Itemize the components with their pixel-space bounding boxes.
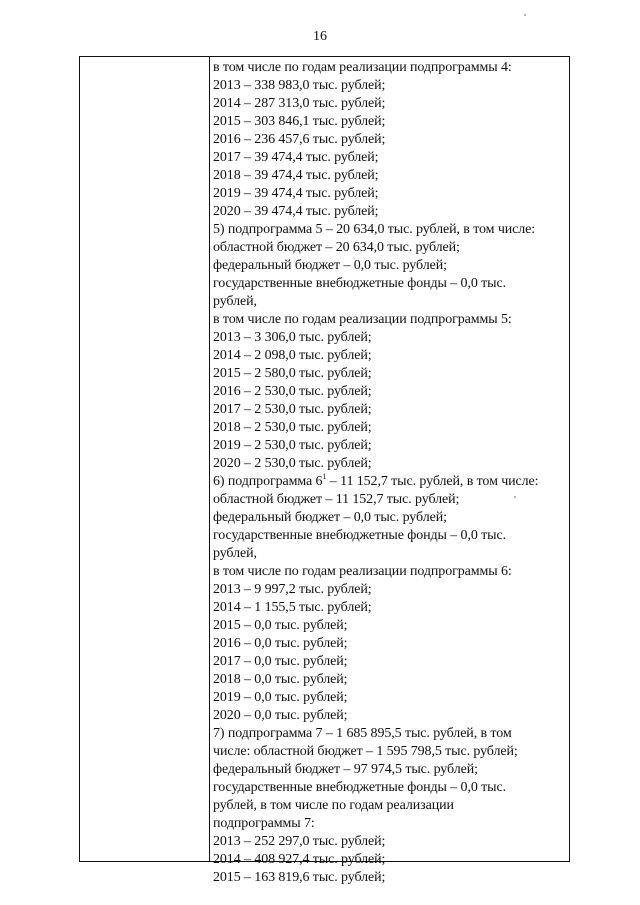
text-line: 2018 – 0,0 тыс. рублей; [213, 672, 348, 687]
text-line: федеральный бюджет – 0,0 тыс. рублей; [213, 258, 447, 273]
text-line: 2013 – 338 983,0 тыс. рублей; [213, 78, 386, 93]
text-line: 2013 – 9 997,2 тыс. рублей; [213, 582, 372, 597]
text-line: 2013 – 3 306,0 тыс. рублей; [213, 330, 372, 345]
text-line: 2016 – 0,0 тыс. рублей; [213, 636, 348, 651]
text-line: 2019 – 39 474,4 тыс. рублей; [213, 186, 379, 201]
text-line: 5) подпрограмма 5 – 20 634,0 тыс. рублей, в том числе: [213, 222, 536, 237]
text-line: 2019 – 0,0 тыс. рублей; [213, 690, 348, 705]
table-right-column [210, 57, 569, 885]
text-line: рублей, в том числе по годам реализации [213, 798, 454, 813]
text-line: 2020 – 2 530,0 тыс. рублей; [213, 456, 372, 471]
text-line: 2015 – 0,0 тыс. рублей; [213, 618, 348, 633]
text-line: областной бюджет – 11 152,7 тыс. рублей; [213, 492, 460, 507]
text-line: 2017 – 39 474,4 тыс. рублей; [213, 150, 379, 165]
text-line: федеральный бюджет – 0,0 тыс. рублей; [213, 510, 447, 525]
text-line: государственные внебюджетные фонды – 0,0 тыс. [213, 276, 506, 291]
scan-speck [524, 14, 526, 16]
text-line: 2016 – 2 530,0 тыс. рублей; [213, 384, 372, 399]
text-line: 2013 – 252 297,0 тыс. рублей; [213, 834, 386, 849]
scan-speck [514, 496, 516, 498]
text-line: областной бюджет – 20 634,0 тыс. рублей; [213, 240, 460, 255]
text-line: в том числе по годам реализации подпрограммы 4: [213, 60, 512, 75]
text-line: 2014 – 287 313,0 тыс. рублей; [213, 96, 386, 111]
text-line: 2014 – 408 927,4 тыс. рублей; [213, 852, 386, 867]
text-line: в том числе по годам реализации подпрограммы 5: [213, 312, 512, 327]
text-line: 2015 – 2 580,0 тыс. рублей; [213, 366, 372, 381]
table-left-column [80, 57, 210, 861]
text-line-subprogram-6 [213, 473, 565, 491]
text-line: федеральный бюджет – 97 974,5 тыс. рублей; [213, 762, 478, 777]
text-line: 2018 – 39 474,4 тыс. рублей; [213, 168, 379, 183]
subprogram-6-suffix: – 11 152,7 тыс. рублей, в том числе: [326, 474, 539, 489]
text-line: рублей, [213, 294, 257, 309]
text-line: рублей, [213, 546, 257, 561]
document-table [79, 56, 570, 885]
footnote-superscript: 1 [322, 472, 327, 481]
text-line: 2018 – 2 530,0 тыс. рублей; [213, 420, 372, 435]
text-line: государственные внебюджетные фонды – 0,0 тыс. [213, 780, 506, 795]
text-line: 2020 – 0,0 тыс. рублей; [213, 708, 348, 723]
text-line: 2014 – 2 098,0 тыс. рублей; [213, 348, 372, 363]
text-line: числе: областной бюджет – 1 595 798,5 тыс. рублей; [213, 744, 518, 759]
text-line: 2017 – 2 530,0 тыс. рублей; [213, 402, 372, 417]
text-line: 2019 – 2 530,0 тыс. рублей; [213, 438, 372, 453]
text-line: 2015 – 303 846,1 тыс. рублей; [213, 114, 386, 129]
text-line: 2014 – 1 155,5 тыс. рублей; [213, 600, 372, 615]
text-line: 2017 – 0,0 тыс. рублей; [213, 654, 348, 669]
text-line: 7) подпрограмма 7 – 1 685 895,5 тыс. рублей, в том [213, 726, 512, 741]
text-line: 2015 – 163 819,6 тыс. рублей; [213, 870, 386, 885]
text-line: государственные внебюджетные фонды – 0,0 тыс. [213, 528, 506, 543]
page-number: 16 [313, 29, 327, 44]
subprogram-6-prefix: 6) подпрограмма 6 [213, 474, 323, 489]
text-line: в том числе по годам реализации подпрограммы 6: [213, 564, 512, 579]
text-line: 2016 – 236 457,6 тыс. рублей; [213, 132, 386, 147]
text-line: 2020 – 39 474,4 тыс. рублей; [213, 204, 379, 219]
text-line: подпрограммы 7: [213, 816, 315, 831]
